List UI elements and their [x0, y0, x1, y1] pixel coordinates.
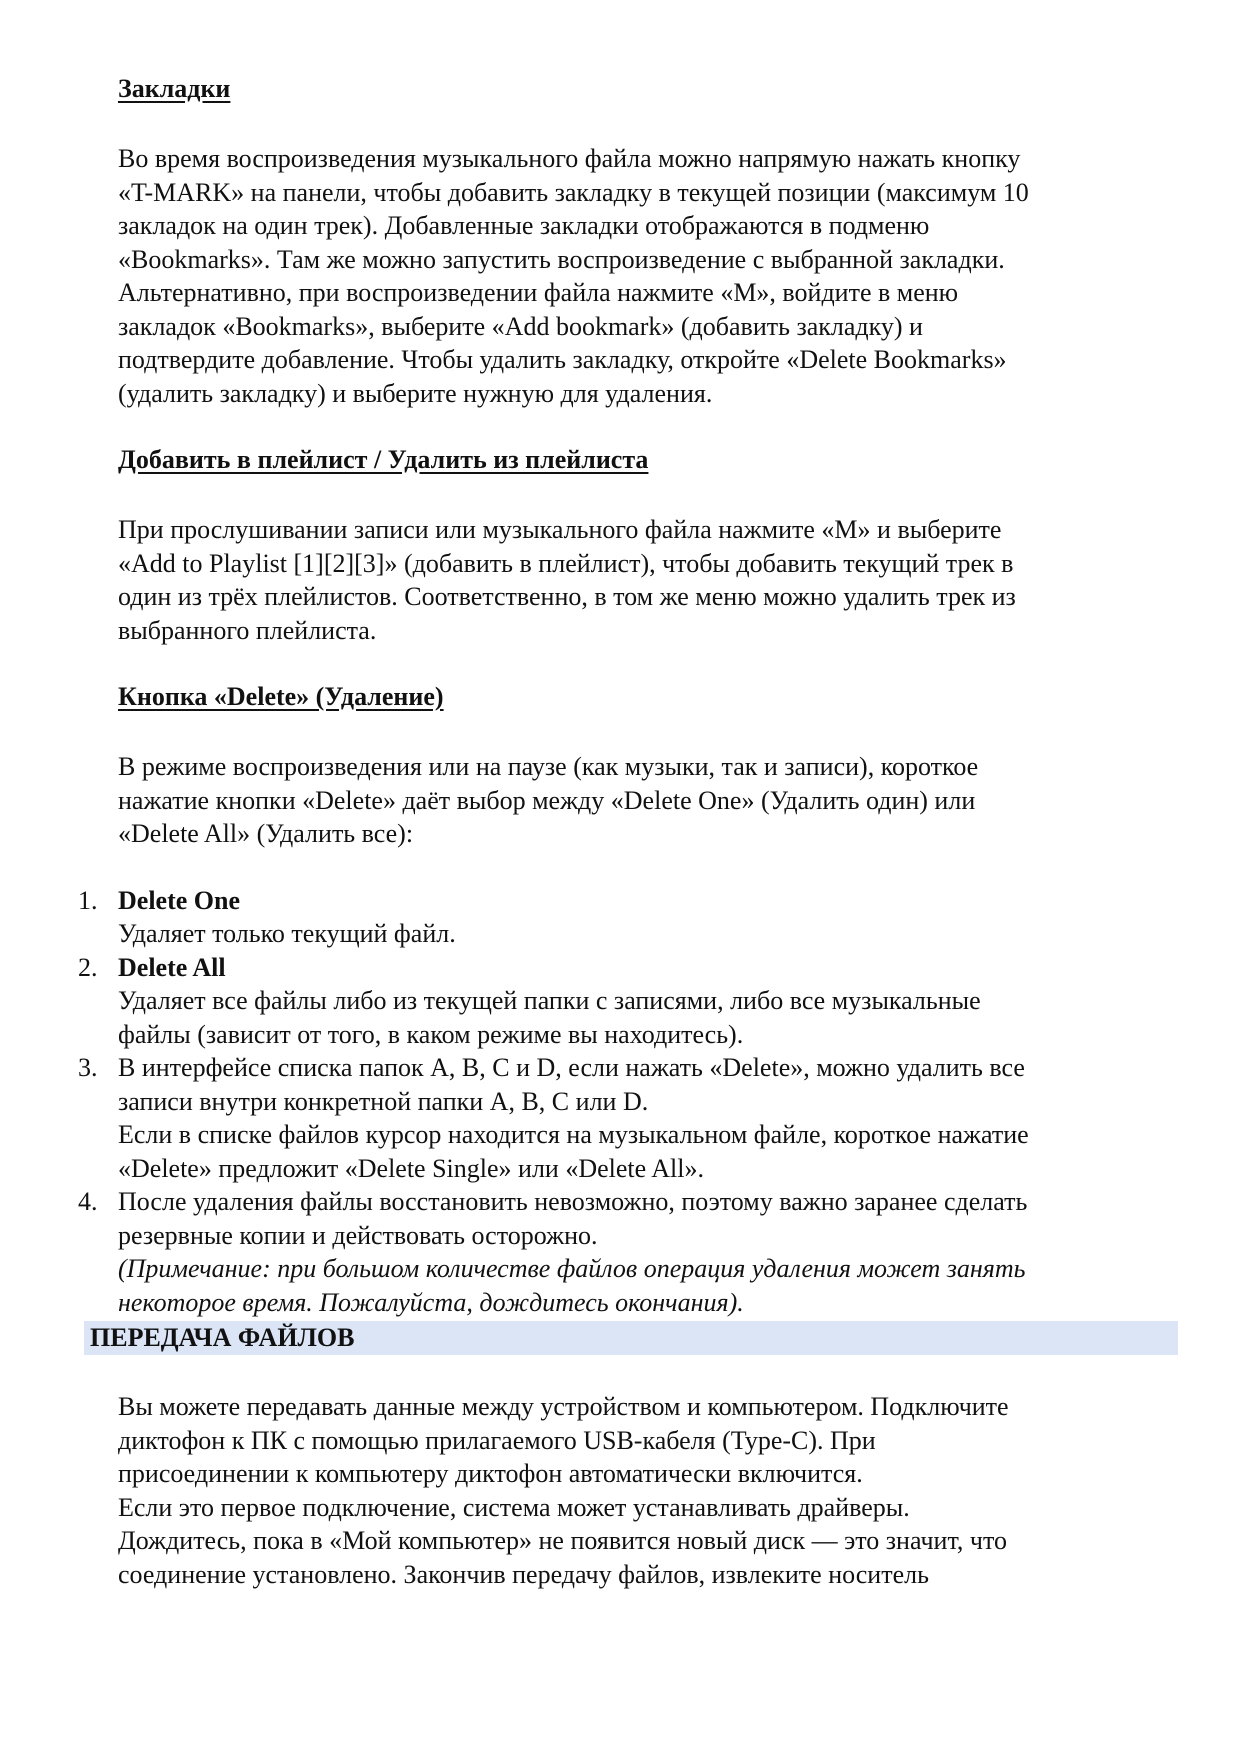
text-line: нажатие кнопки «Delete» даёт выбор между «Delete One» (Удалить один) или	[118, 785, 976, 815]
manual-content	[78, 72, 1178, 1319]
text-line: закладок на один трек). Добавленные закладки отображаются в подменю	[118, 211, 930, 240]
text-line: «Bookmarks». Там же можно запустить воспроизведение с выбранной закладки.	[118, 244, 1005, 274]
bookmarks-heading: Закладки	[118, 74, 231, 103]
text-line: При прослушивании записи или музыкального файла нажмите «M» и выберите	[118, 515, 1002, 544]
text-line: Дождитесь, пока в «Мой компьютер» не появится новый диск — это значит, что	[118, 1526, 1007, 1555]
list-item	[78, 1051, 1178, 1185]
text-line: Если в списке файлов курсор находится на музыкальном файле, короткое нажатие	[118, 1120, 1029, 1149]
text-line: файлы (зависит от того, в каком режиме вы находитесь).	[118, 1019, 744, 1049]
text-line: присоединении к компьютеру диктофон автоматически включится.	[118, 1459, 863, 1488]
file-transfer-paragraph	[118, 1390, 1178, 1591]
note-line: (Примечание: при большом количестве файлов операция удаления может занять	[118, 1254, 1026, 1283]
delete-button-heading: Кнопка «Delete» (Удаление)	[118, 682, 444, 711]
text-line: выбранного плейлиста.	[118, 615, 377, 645]
text-line: «Add to Playlist [1][2][3]» (добавить в плейлист), чтобы добавить текущий трек в	[118, 548, 1014, 578]
text-line: (удалить закладку) и выберите нужную для удаления.	[118, 378, 713, 408]
list-item-title: Delete All	[118, 952, 226, 982]
list-number: 3.	[78, 1053, 98, 1082]
text-line: закладок «Bookmarks», выберите «Add bookmark» (добавить закладку) и	[118, 311, 923, 341]
text-line: В режиме воспроизведения или на паузе (как музыки, так и записи), короткое	[118, 752, 979, 781]
text-line: записи внутри конкретной папки A, B, C или D.	[118, 1086, 649, 1116]
delete-button-paragraph	[118, 750, 1178, 851]
file-transfer-content	[118, 1390, 1178, 1591]
text-line: диктофон к ПК с помощью прилагаемого USB-кабеля (Type-C). При	[118, 1425, 876, 1455]
text-line: один из трёх плейлистов. Соответственно, в том же меню можно удалить трек из	[118, 582, 1016, 611]
delete-options-list	[78, 884, 1178, 1320]
text-line: Альтернативно, при воспроизведении файла нажмите «M», войдите в меню	[118, 278, 959, 307]
text-line: «Delete» предложит «Delete Single» или «Delete All».	[118, 1153, 704, 1183]
text-line: резервные копии и действовать осторожно.	[118, 1220, 598, 1250]
note-line: некоторое время. Пожалуйста, дождитесь окончания).	[118, 1287, 744, 1317]
list-item	[78, 1185, 1178, 1319]
file-transfer-section-title: ПЕРЕДАЧА ФАЙЛОВ	[90, 1323, 355, 1352]
list-item	[78, 951, 1178, 1052]
list-item	[78, 884, 1178, 951]
text-line: «T-MARK» на панели, чтобы добавить закладку в текущей позиции (максимум 10	[118, 177, 1029, 207]
list-number: 4.	[78, 1187, 98, 1216]
text-line: «Delete All» (Удалить все):	[118, 819, 414, 848]
playlist-heading: Добавить в плейлист / Удалить из плейлиста	[118, 445, 649, 474]
text-line: Вы можете передавать данные между устройством и компьютером. Подключите	[118, 1392, 1009, 1421]
list-number: 1.	[78, 885, 98, 915]
text-line: Удаляет только текущий файл.	[118, 919, 456, 948]
text-line: Если это первое подключение, система может устанавливать драйверы.	[118, 1492, 910, 1522]
text-line: подтвердите добавление. Чтобы удалить закладку, откройте «Delete Bookmarks»	[118, 345, 1007, 374]
text-line: соединение установлено. Закончив передачу файлов, извлеките носитель	[118, 1559, 929, 1589]
bookmarks-paragraph	[118, 142, 1178, 410]
text-line: В интерфейсе списка папок A, B, C и D, если нажать «Delete», можно удалить все	[118, 1053, 1025, 1082]
text-line: После удаления файлы восстановить невозможно, поэтому важно заранее сделать	[118, 1187, 1028, 1216]
playlist-paragraph	[118, 513, 1178, 647]
list-number: 2.	[78, 952, 98, 982]
file-transfer-section-bar	[84, 1321, 1178, 1355]
text-line: Во время воспроизведения музыкального файла можно напрямую нажать кнопку	[118, 144, 1021, 173]
list-item-title: Delete One	[118, 885, 241, 915]
text-line: Удаляет все файлы либо из текущей папки с записями, либо все музыкальные	[118, 986, 981, 1015]
